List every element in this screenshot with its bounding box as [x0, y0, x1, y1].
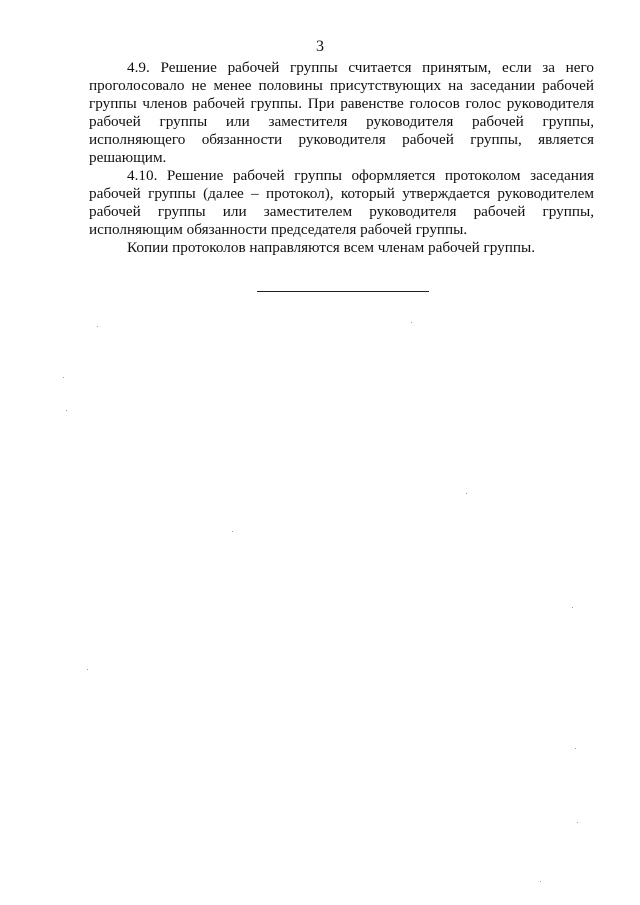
paragraph-4-10: 4.10. Решение рабочей группы оформляется протоколом заседания рабочей группы (далее – протокол), который утверждается руководителем рабочей группы или заместителем руководителя рабочей группы, исполняющим обязанности председателя рабочей группы. [89, 167, 594, 238]
paragraph-copies: Копии протоколов направляются всем членам рабочей группы. [127, 239, 536, 256]
scan-speck [232, 531, 233, 532]
document-body [89, 59, 594, 257]
scan-speck [87, 669, 88, 670]
scan-speck [572, 607, 573, 608]
scan-speck [577, 822, 578, 823]
scan-speck [540, 881, 541, 882]
scan-speck [575, 748, 576, 749]
scan-speck [63, 377, 64, 378]
page-number: 3 [316, 38, 324, 55]
scan-speck [466, 493, 467, 494]
paragraph-4-9: 4.9. Решение рабочей группы считается принятым, если за него проголосовало не менее половины присутствующих на заседании рабочей группы членов рабочей группы. При равенстве голосов голос руководителя рабочей группы или заместителя руководителя рабочей группы, исполняющего обязанности руководителя рабочей группы, является решающим. [89, 59, 594, 166]
end-separator-line [257, 291, 429, 292]
scan-speck [411, 322, 412, 323]
scan-speck [97, 326, 98, 327]
scan-speck [66, 410, 67, 411]
